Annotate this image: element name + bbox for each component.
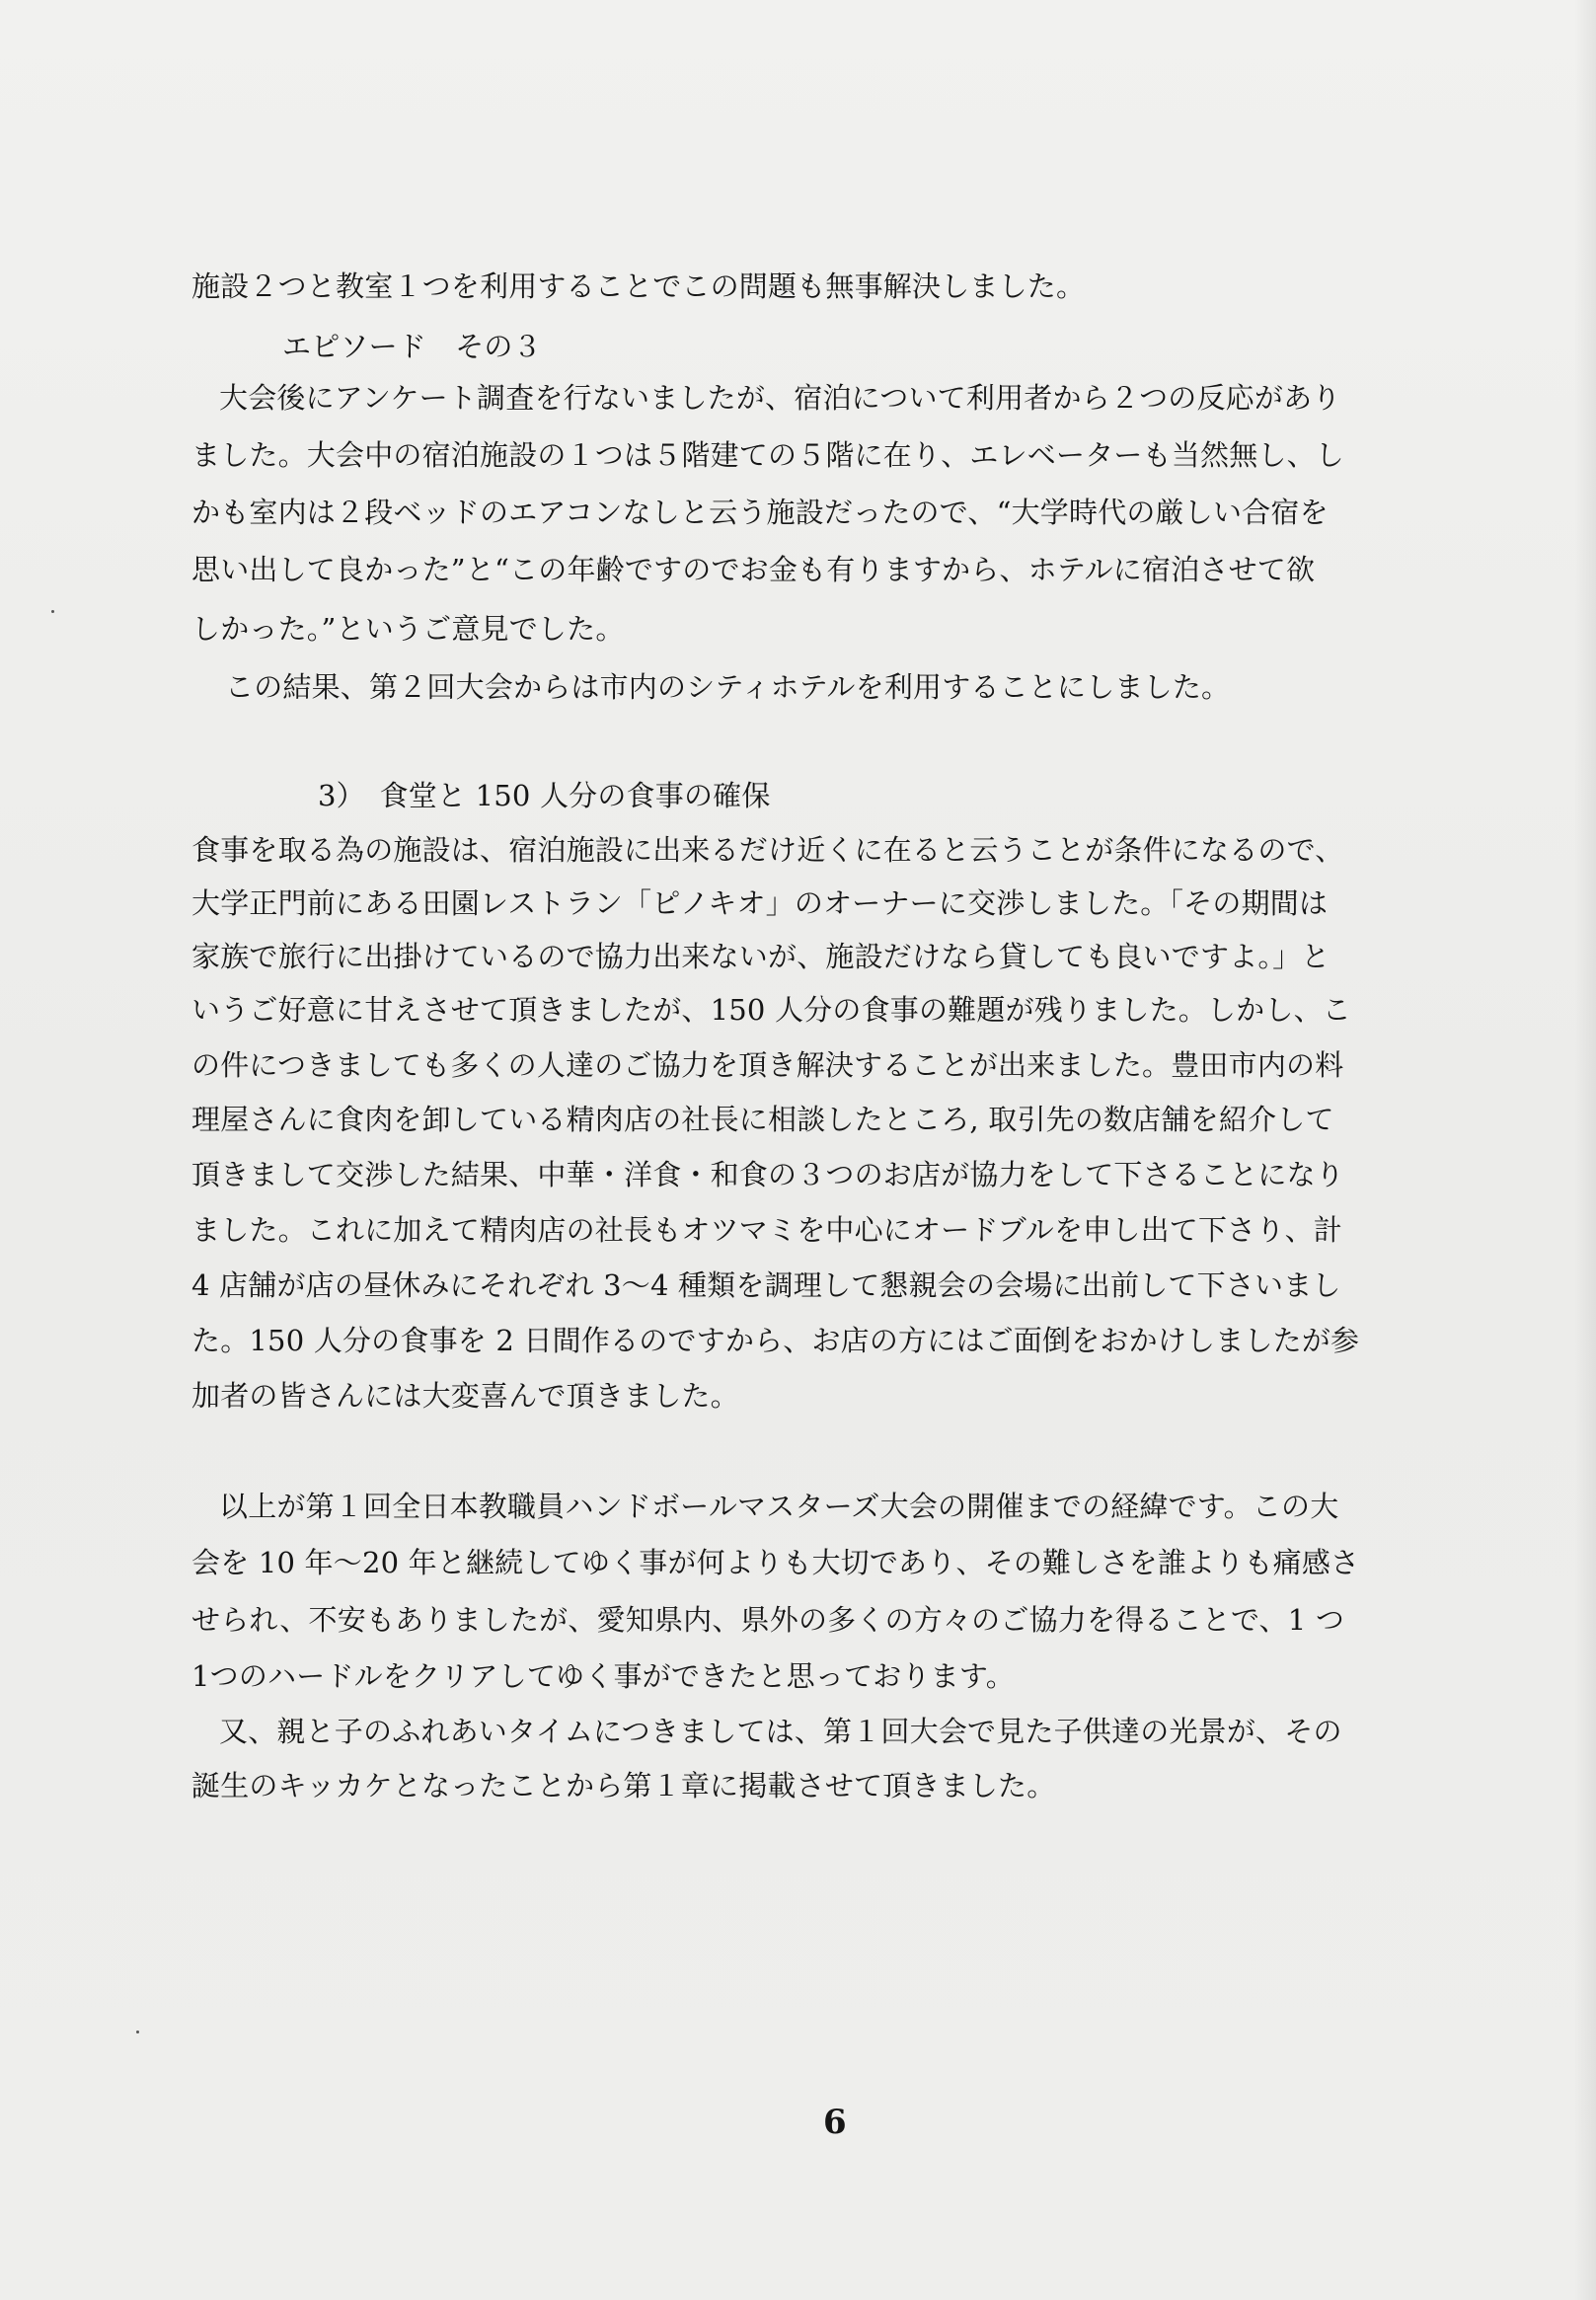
paragraph-d-line-2: 大学正門前にある田園レストラン「ピノキオ」のオーナーに交渉しました。「その期間は xyxy=(191,886,1329,920)
paragraph-d-line-5: の件につきましても多くの人達のご協力を頂き解決することが出来ました。豊田市内の料 xyxy=(191,1048,1344,1082)
scan-speck xyxy=(136,2031,139,2033)
paragraph-e-line-4: 1つのハードルをクリアしてゆく事ができたと思っております。 xyxy=(191,1659,1015,1693)
paragraph-e-line-2: 会を 10 年～20 年と継続してゆく事が何よりも大切であり、その難しさを誰よりも痛感さ xyxy=(191,1546,1360,1579)
paragraph-b-line-2: ました。大会中の宿泊施設の１つは５階建ての５階に在り、エレベーターも当然無し、し xyxy=(191,438,1345,472)
paragraph-d-line-4: いうご好意に甘えさせて頂きましたが、150 人分の食事の難題が残りました。しかし、こ xyxy=(191,993,1351,1027)
section-heading: 3） 食堂と 150 人分の食事の確保 xyxy=(318,779,771,812)
paragraph-b-line-3: かも室内は２段ベッドのエアコンなしと云う施設だったので、“大学時代の厳しい合宿を xyxy=(191,496,1329,529)
paragraph-d-line-11: 加者の皆さんには大変喜んで頂きました。 xyxy=(191,1379,739,1413)
paragraph-b-line-4: 思い出して良かった”と“この年齢ですのでお金も有りますから、ホテルに宿泊させて欲 xyxy=(191,553,1316,586)
episode-heading: エピソード その３ xyxy=(282,330,542,363)
page-edge-shadow xyxy=(1574,0,1596,2300)
paragraph-d-line-1: 食事を取る為の施設は、宿泊施設に出来るだけ近くに在ると云うことが条件になるので、 xyxy=(191,833,1344,867)
paragraph-e-line-3: せられ、不安もありましたが、愛知県内、県外の多くの方々のご協力を得ることで、1 つ xyxy=(191,1603,1345,1637)
paragraph-b-line-5: しかった。”というご意見でした。 xyxy=(191,612,625,646)
paragraph-f-line-2: 誕生のキッカケとなったことから第１章に掲載させて頂きました。 xyxy=(191,1769,1056,1802)
paragraph-c-line-1: この結果、第２回大会からは市内のシティホテルを利用することにしました。 xyxy=(225,670,1231,704)
paragraph-f-line-1: 又、親と子のふれあいタイムにつきましては、第１回大会で見た子供達の光景が、その xyxy=(219,1715,1342,1748)
scan-speck xyxy=(51,610,54,613)
paragraph-d-line-8: ました。これに加えて精肉店の社長もオツマミを中心にオードブルを申し出て下さり、計 xyxy=(191,1213,1342,1247)
paragraph-d-line-10: た。150 人分の食事を 2 日間作るのですから、お店の方にはご面倒をおかけしましたが参 xyxy=(191,1324,1360,1357)
paragraph-d-line-6: 理屋さんに食肉を卸している精肉店の社長に相談したところ, 取引先の数店舗を紹介して xyxy=(191,1103,1334,1136)
paragraph-d-line-9: 4 店舗が店の昼休みにそれぞれ 3～4 種類を調理して懇親会の会場に出前して下さいまし xyxy=(191,1268,1341,1302)
paragraph-d-line-7: 頂きまして交渉した結果、中華・洋食・和食の３つのお店が協力をして下さることになり xyxy=(191,1158,1345,1191)
paragraph-d-line-3: 家族で旅行に出掛けているので協力出来ないが、施設だけなら貸しても良いですよ。」と xyxy=(191,940,1330,973)
paragraph-b-line-1: 大会後にアンケート調査を行ないましたが、宿泊について利用者から２つの反応があり xyxy=(219,381,1341,415)
paragraph-e-line-1: 以上が第１回全日本教職員ハンドボールマスターズ大会の開催までの経緯です。この大 xyxy=(219,1490,1339,1523)
paragraph-a-line-1: 施設２つと教室１つを利用することでこの問題も無事解決しました。 xyxy=(191,269,1086,303)
page-number: 6 xyxy=(823,2103,847,2142)
